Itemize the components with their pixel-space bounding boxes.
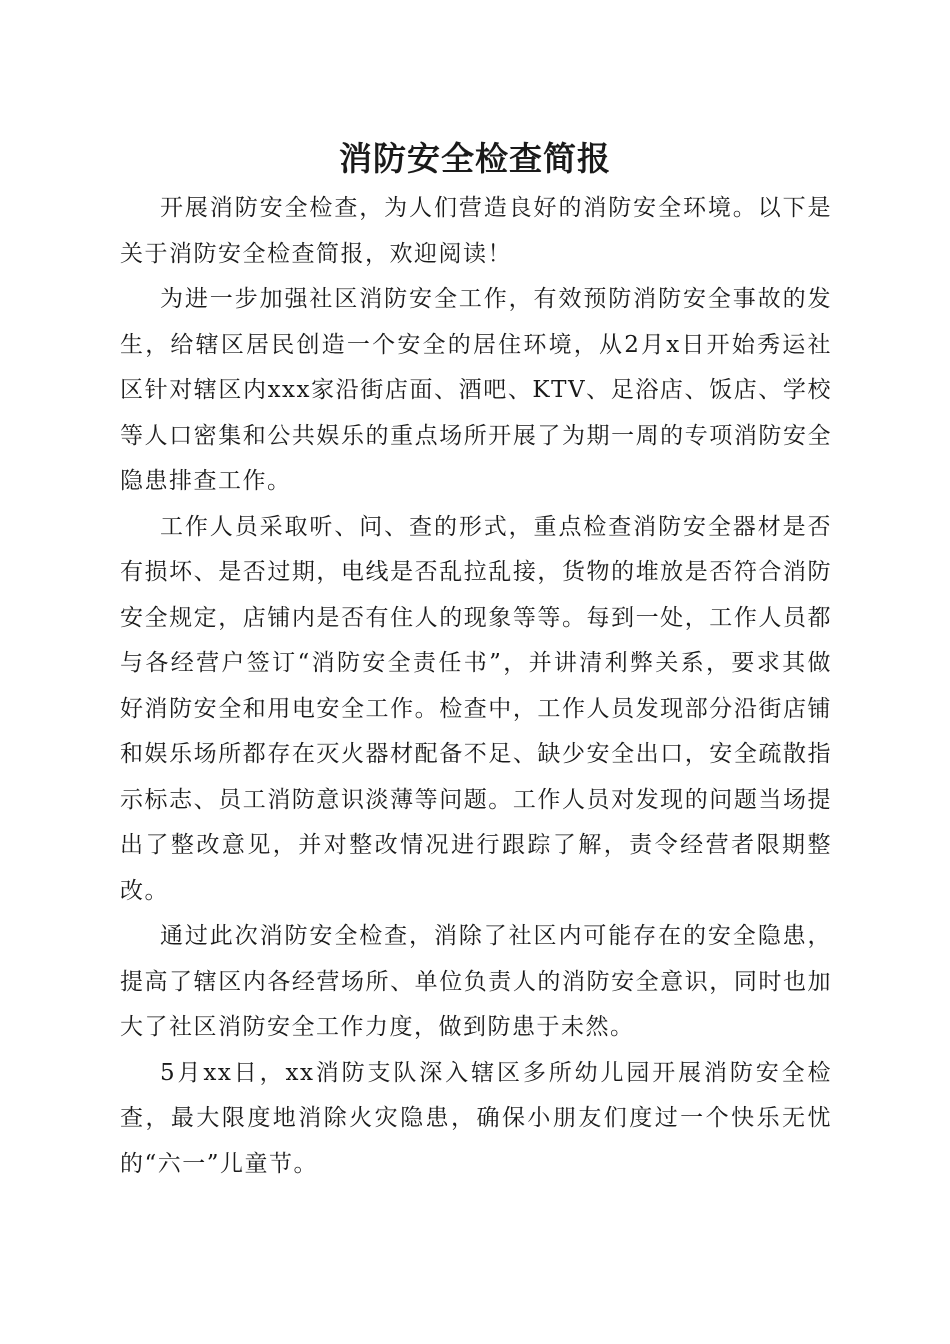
paragraph-results: 通过此次消防安全检查，消除了社区内可能存在的安全隐患，提高了辖区内各经营场所、单位负责人的消防安全意识，同时也加大了社区消防安全工作力度，做到防患于未然。: [120, 923, 832, 1040]
paragraph-kindergarten-check: 5月xx日，xx消防支队深入辖区多所幼儿园开展消防安全检查，最大限度地消除火灾隐患，确保小朋友们度过一个快乐无忧的“六一”儿童节。: [120, 1059, 832, 1177]
document-title: 消防安全检查简报: [339, 139, 611, 178]
paragraph-inspection-details: 工作人员采取听、问、查的形式，重点检查消防安全器材是否有损坏、是否过期，电线是否乱拉乱接，货物的堆放是否符合消防安全规定，店铺内是否有住人的现象等等。每到一处，工作人员都与各经营户签订“消防安全责任书”，并讲清利弊关系，要求其做好消防安全和用电安全工作。检查中，工作人员发现部分沿街店铺和娱乐场所都存在灭火器材配备不足、缺少安全出口，安全疏散指示标志、员工消防意识淡薄等问题。工作人员对发现的问题当场提出了整改意见，并对整改情况进行跟踪了解，责令经营者限期整改。: [120, 513, 832, 904]
paragraph-background: 为进一步加强社区消防安全工作，有效预防消防安全事故的发生，给辖区居民创造一个安全的居住环境，从2月x日开始秀运社区针对辖区内xxx家沿街店面、酒吧、KTV、足浴店、饭店、学校等人口密集和公共娱乐的重点场所开展了为期一周的专项消防安全隐患排查工作。: [120, 286, 832, 494]
paragraph-intro: 开展消防安全检查，为人们营造良好的消防安全环境。以下是关于消防安全检查简报，欢迎阅读！: [120, 195, 832, 267]
document-body: [120, 186, 832, 1187]
